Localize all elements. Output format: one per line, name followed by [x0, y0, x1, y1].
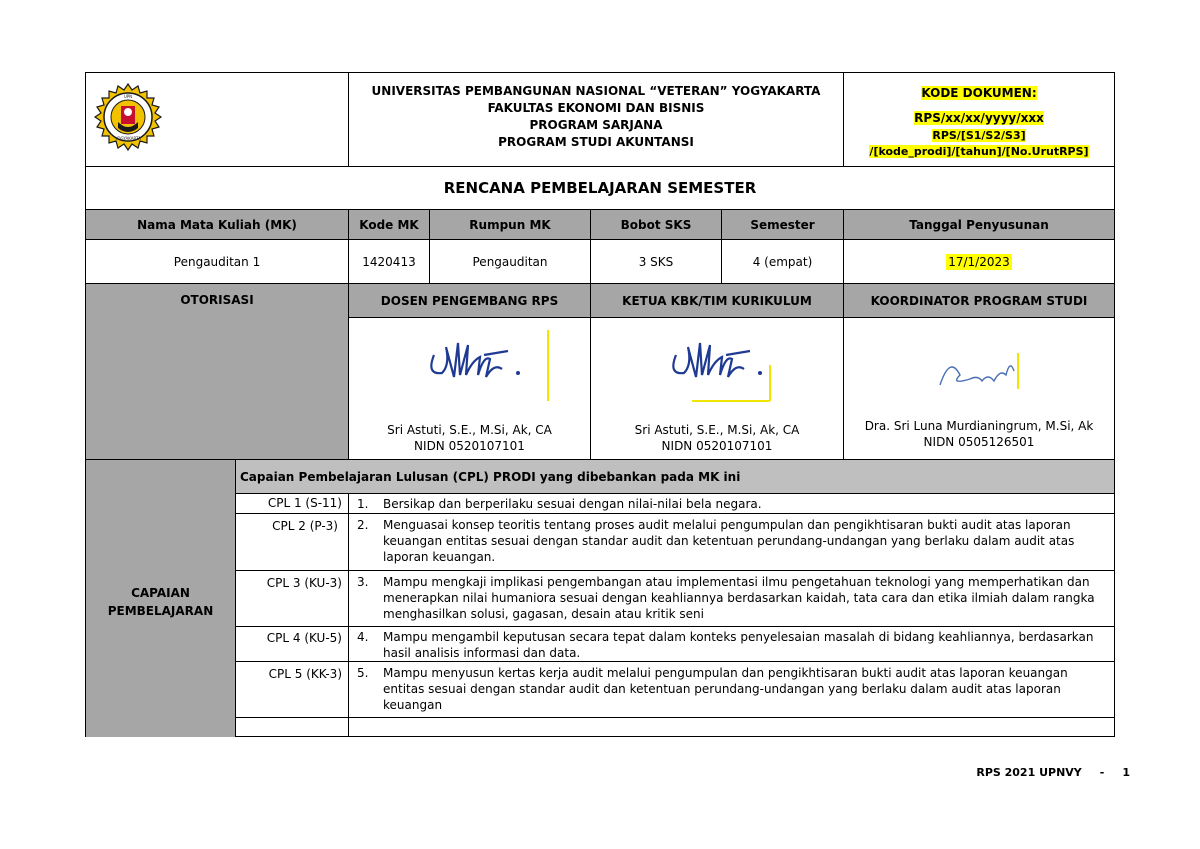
- cpl-desc-3: [348, 570, 1115, 627]
- signature-image-2: [662, 325, 802, 405]
- svg-text:YOGYAKARTA: YOGYAKARTA: [115, 136, 141, 141]
- course-name: Pengauditan 1: [85, 239, 349, 284]
- cpl-num-3: 3.: [357, 575, 369, 589]
- cpl-desc-empty: [348, 717, 1115, 737]
- signer-3-name: Dra. Sri Luna Murdianingrum, M.Si, Ak: [864, 419, 1094, 433]
- signer-1-nidn: NIDN 0520107101: [414, 439, 525, 453]
- cpl-text-2: Menguasai konsep teoritis tentang proses audit melalui pengumpulan dan pengikhtisaran bukti audit atas laporan keuangan entitas sesuai dengan standar audit dan ketentuan perundang-undangan yang berlaku dalam audit atas laporan keuangan.: [383, 518, 1075, 564]
- signer-3-nidn: NIDN 0505126501: [923, 435, 1035, 449]
- footer-doc: RPS 2021 UPNVY: [976, 766, 1082, 779]
- signer-1-name: Sri Astuti, S.E., M.Si, Ak, CA: [387, 423, 552, 437]
- signature-image-3: [930, 345, 1030, 405]
- cpl-text-5: Mampu menyusun kertas kerja audit melalui pengumpulan dan pengikhtisaran bukti audit atas laporan keuangan entitas sesuai dengan standar audit dan ketentuan perundang-undangan yang berlaku dalam audit atas laporan keuangan: [383, 666, 1068, 712]
- svg-text:UPN: UPN: [123, 94, 133, 99]
- outcomes-header: [235, 459, 1115, 494]
- university-name: UNIVERSITAS PEMBANGUNAN NASIONAL “VETERAN” YOGYAKARTA: [371, 84, 821, 98]
- cpl-text-4: Mampu mengambil keputusan secara tepat dalam konteks penyelesaian masalah di bidang keahliannya, berdasarkan hasil analisis informasi dan data.: [383, 630, 1094, 660]
- outcomes-section-label: [85, 584, 236, 620]
- institution-lines: [348, 83, 844, 151]
- course-date: 17/1/2023: [948, 254, 1010, 269]
- signer-1: [348, 422, 591, 454]
- footer-sep: -: [1099, 766, 1105, 779]
- role-kbk-head: KETUA KBK/TIM KURIKULUM: [590, 283, 844, 318]
- authorization-cell: [85, 283, 349, 460]
- cpl-code-4: CPL 4 (KU-5): [235, 626, 349, 662]
- course-credits: 3 SKS: [590, 239, 722, 284]
- university-logo: [88, 82, 168, 160]
- cpl-num-5: 5.: [357, 666, 369, 680]
- course-header-semester: Semester: [721, 209, 844, 240]
- course-header-code: Kode MK: [348, 209, 430, 240]
- signature-image-1: [420, 325, 560, 405]
- outcomes-label-line2: PEMBELAJARAN: [107, 604, 214, 618]
- footer-page: 1: [1122, 766, 1130, 779]
- cpl-text-3: Mampu mengkaji implikasi pengembangan atau implementasi ilmu pengetahuan teknologi yang memperhatikan dan menerapkan nilai humaniora sesuai dengan keahliannya berdasarkan kaidah, tata cara dan etika ilmiah dalam rangka menghasilkan solusi, gagasan, desain atau kritik seni: [383, 575, 1095, 621]
- course-header-cluster: Rumpun MK: [429, 209, 591, 240]
- cpl-desc-4: [348, 626, 1115, 662]
- doc-code-block: [843, 84, 1115, 160]
- role-program-coordinator: KOORDINATOR PROGRAM STUDI: [843, 283, 1115, 318]
- cpl-code-2: CPL 2 (P-3): [235, 513, 349, 571]
- outcomes-label-line1: CAPAIAN: [131, 586, 190, 600]
- cpl-code-3: CPL 3 (KU-3): [235, 570, 349, 627]
- course-code: 1420413: [348, 239, 430, 284]
- doc-code-line1: RPS/xx/xx/yyyy/xxx: [914, 111, 1044, 125]
- doc-code-line2: RPS/[S1/S2/S3]: [932, 129, 1026, 142]
- cpl-code-1: CPL 1 (S-11): [235, 493, 349, 514]
- signer-2: [590, 422, 844, 454]
- cpl-num-2: 2.: [357, 518, 369, 532]
- study-program-name: PROGRAM STUDI AKUNTANSI: [498, 135, 694, 149]
- outcomes-header-text: Capaian Pembelajaran Lulusan (CPL) PRODI yang dibebankan pada MK ini: [240, 469, 741, 484]
- document-title: RENCANA PEMBELAJARAN SEMESTER: [85, 166, 1115, 210]
- cpl-num-1: 1.: [357, 497, 369, 511]
- cpl-code-5: CPL 5 (KK-3): [235, 661, 349, 718]
- signer-2-name: Sri Astuti, S.E., M.Si, Ak, CA: [634, 423, 800, 437]
- course-header-credits: Bobot SKS: [590, 209, 722, 240]
- role-developer: DOSEN PENGEMBANG RPS: [348, 283, 591, 318]
- program-name: PROGRAM SARJANA: [529, 118, 663, 132]
- cpl-desc-1: [348, 493, 1115, 514]
- signer-2-nidn: NIDN 0520107101: [661, 439, 773, 453]
- course-cluster: Pengauditan: [429, 239, 591, 284]
- authorization-label: OTORISASI: [180, 293, 254, 307]
- cpl-num-4: 4.: [357, 630, 369, 644]
- course-header-name: Nama Mata Kuliah (MK): [85, 209, 349, 240]
- course-semester: 4 (empat): [721, 239, 844, 284]
- cpl-code-empty: [235, 717, 349, 737]
- faculty-name: FAKULTAS EKONOMI DAN BISNIS: [487, 101, 705, 115]
- page-footer: [960, 766, 1130, 779]
- signer-3: [843, 418, 1115, 450]
- course-header-date: Tanggal Penyusunan: [843, 209, 1115, 240]
- cpl-text-1: Bersikap dan berperilaku sesuai dengan nilai-nilai bela negara.: [383, 497, 762, 511]
- cpl-desc-2: [348, 513, 1115, 571]
- doc-code-line3: /[kode_prodi]/[tahun]/[No.UrutRPS]: [869, 145, 1089, 158]
- doc-code-label: KODE DOKUMEN:: [921, 86, 1037, 100]
- cpl-desc-5: [348, 661, 1115, 718]
- course-date-cell: [843, 239, 1115, 284]
